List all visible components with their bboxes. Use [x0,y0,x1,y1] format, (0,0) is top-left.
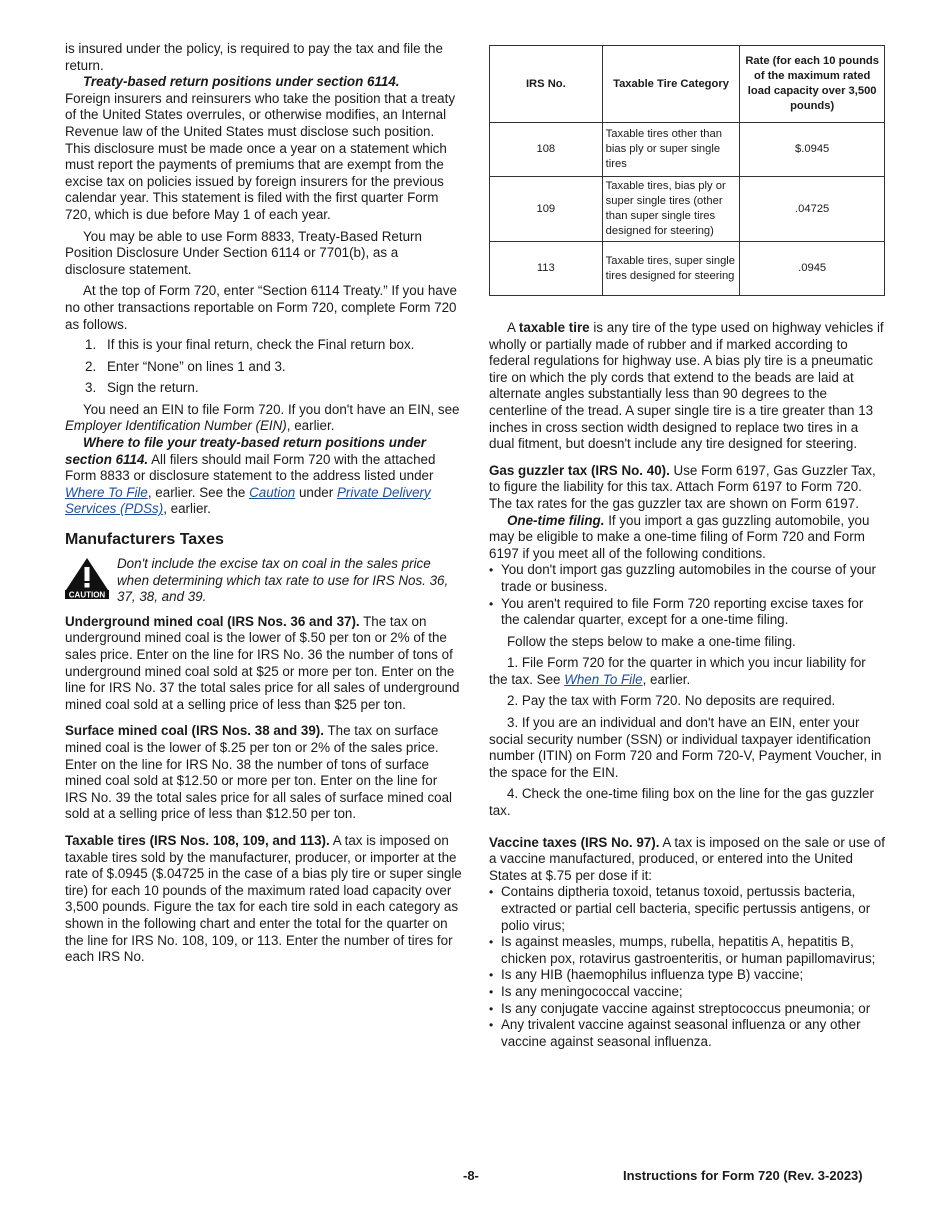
gas-guzzler-paragraph: Gas guzzler tax (IRS No. 40). Use Form 6197, Gas Guzzler Tax, to figure the liability for this tax. Attach Form 6197 to Form 720. The tax rates for the gas guzzler tax are shown on Form 6197. [489,462,876,511]
table-row [490,177,885,242]
list-item: • You don't import gas guzzling automobiles in the course of your trade or business. [489,562,876,594]
col-header-rate: Rate (for each 10 pounds of the maximum rated load capacity over 3,500 pounds) [740,46,885,123]
treaty-paragraph [65,74,462,223]
list-item: • Is against measles, mumps, rubella, hepatitis A, hepatitis B, chicken pox, rotavirus gastroenteritis, or human papillomavirus; [489,934,876,966]
list-item: • You aren't required to file Form 720 reporting excise taxes for the calendar quarter, except for a one-time filing. [489,595,864,628]
taxable-tire-definition: A taxable tire is any tire of the type used on highway vehicles if wholly or partially made of rubber and if marked according to federal regulations for highway use. A bias ply tire is a pneumatic tire on which the ply cords that extend to the beads are laid at alternate angles substantially less than 90 degrees to the centerline of the tread. A super single tire is a tire greater than 13 inches in cross section width designed to replace two tires in a dual fitment, but doesn't include any tire designed for steering. [489,320,884,452]
step-4: 4. Check the one-time filing box on the line for the gas guzzler tax. [489,786,874,819]
section-6114-paragraph: At the top of Form 720, enter “Section 6114 Treaty.” If you have no other transactions reportable on Form 720, complete Form 720 as follows. [65,283,457,332]
treaty-body: Foreign insurers and reinsurers who take the position that a treaty of the United States overrules, or otherwise modifies, an Internal Revenue law of the United States must disclose such position. This disclosure must be made once a year on a statement which must report the payments of premiums that are exempt from the excise tax on policies issued by foreign insurers for the previous calendar year. This statement is filed with the first quarter Form 720, which is due before May 1 of each year. [65,90,456,222]
step-3: 3. If you are an individual and don't have an EIN, enter your social security number (SSN) or individual taxpayer identification number (ITIN) on Form 720 and Form 720-V, Payment Voucher, in the space for the EIN. [489,715,882,780]
list-item: • Contains diptheria toxoid, tetanus toxoid, pertussis bacteria, extracted or partial cell bacteria, specific pertussis antigens, or polio virus; [489,884,871,933]
list-item: • Is any HIB (haemophilus influenza type B) vaccine; [489,967,804,983]
list-item: 2. Enter “None” on lines 1 and 3. [85,358,286,374]
step-2: 2. Pay the tax with Form 720. No deposits are required. [507,693,836,709]
col-header-irs-no: IRS No. [490,46,603,123]
taxable-tires-heading: Taxable tires (IRS Nos. 108, 109, and 113). [65,832,330,848]
where-to-file-link[interactable]: Where To File [65,484,148,500]
table-row [490,123,885,177]
svg-text:CAUTION: CAUTION [68,590,106,600]
vaccine-taxes-paragraph: Vaccine taxes (IRS No. 97). A tax is imposed on the sale or use of a vaccine manufactured, produced, or entered into the United States at $.75 per dose if it: [489,834,885,883]
table-cell: $.0945 [740,123,885,177]
where-to-file-paragraph: Where to file your treaty-based return positions under section 6114. All filers should mail Form 720 with the attached Form 8833 or disclosure statement to the address listed under Where To File, earlier. See the Caution under Private Delivery Services (PDSs), earlier. [65,435,436,517]
table-cell: 108 [490,123,603,177]
treaty-heading: Treaty-based return positions under section 6114. [83,74,400,90]
document-title-footer: Instructions for Form 720 (Rev. 3-2023) [623,1168,863,1183]
where-heading: Where to file your treaty-based return positions under section 6114. [65,435,426,467]
list-item: • Is any conjugate vaccine against streptococcus pneumonia; or [489,1000,871,1016]
list-item: • Is any meningococcal vaccine; [489,983,683,999]
follow-steps-paragraph: Follow the steps below to make a one-time filing. [507,633,796,649]
list-item: • Any trivalent vaccine against seasonal influenza or any other vaccine against seasonal influenza. [489,1017,861,1049]
table-cell: 109 [490,177,603,242]
when-to-file-link[interactable]: When To File [564,671,643,687]
caution-icon [65,557,109,599]
caution-link[interactable]: Caution [249,484,296,500]
list-item: 3. Sign the return. [85,380,199,396]
step-1: 1. File Form 720 for the quarter in which you incur liability for the tax. See When To File, earlier. [489,655,866,687]
treaty-steps-list [65,337,462,397]
one-time-filing-paragraph: One-time filing. If you import a gas guzzling automobile, you may be eligible to make a one-time filing of Form 720 and Form 6197 if you meet all of the following conditions. [489,512,870,561]
table-row [490,242,885,296]
intro-paragraph: is insured under the policy, is required to pay the tax and file the return. [65,41,443,73]
caution-box [65,556,462,606]
underground-coal-heading: Underground mined coal (IRS Nos. 36 and 37). [65,613,360,629]
list-item: 1. If this is your final return, check the Final return box. [85,337,415,353]
table-cell: .0945 [740,242,885,296]
surface-coal-heading: Surface mined coal (IRS Nos. 38 and 39). [65,723,324,739]
underground-coal-paragraph: Underground mined coal (IRS Nos. 36 and 37). The tax on underground mined coal is the lower of $.50 per ton or 2% of the sales price. Enter on the line for IRS No. 36 the number of tons of underground mined coal sold at $25 or more per ton. Enter on the line for IRS No. 37 the total sales price for all sales of underground mined coal sold at a selling price of less than $25 per ton. [65,613,460,712]
vaccine-taxes-heading: Vaccine taxes (IRS No. 97). [489,834,660,850]
gas-guzzler-heading: Gas guzzler tax (IRS No. 40). [489,462,670,478]
one-time-filing-heading: One-time filing. [507,512,605,528]
col-header-category: Taxable Tire Category [602,46,740,123]
tire-rate-table [489,45,885,296]
table-cell: 113 [490,242,603,296]
table-cell: Taxable tires, bias ply or super single tires (other than super single tires designed for steering) [602,177,740,242]
table-cell: .04725 [740,177,885,242]
private-delivery-services-link[interactable]: Private Delivery Services (PDSs) [65,484,431,517]
table-cell: Taxable tires other than bias ply or super single tires [602,123,740,177]
surface-coal-paragraph: Surface mined coal (IRS Nos. 38 and 39). The tax on surface mined coal is the lower of $.25 per ton or 2% of the sales price. Enter on the line for IRS No. 38 the number of tons of surface mined coal sold at $12.50 or more per ton. Enter on the line for IRS No. 39 the total sales price for all sales of surface mined coal sold at a selling price of less than $12.50 per ton. [65,723,453,822]
table-cell: Taxable tires, super single tires designed for steering [602,242,740,296]
form-8833-paragraph: You may be able to use Form 8833, Treaty-Based Return Position Disclosure Under Section 6114 or 7701(b), as a disclosure statement. [65,228,422,277]
ein-paragraph: You need an EIN to file Form 720. If you don't have an EIN, see Employer Identification Number (EIN), earlier. [65,401,460,434]
left-column [65,41,462,966]
page-number: -8- [463,1168,479,1183]
taxable-tires-paragraph: Taxable tires (IRS Nos. 108, 109, and 113). A tax is imposed on taxable tires sold by the manufacturer, producer, or importer at the rate of $.0945 ($.04725 in the case of a bias ply tire or super single tire) for each 10 pounds of the maximum rated load capacity over 3,500 pounds. Figure the tax for each tire sold in each category as shown in the following chart and enter the total for the quarter on the line for IRS No. 108, 109, or 113. Enter the number of tires for each IRS No. [65,832,462,965]
right-column [489,45,885,1050]
caution-text: Don't include the excise tax on coal in the sales price when determining which tax rate to use for IRS Nos. 36, 37, 38, and 39. [117,556,449,605]
manufacturers-taxes-heading: Manufacturers Taxes [65,531,224,549]
table-header-row [490,46,885,123]
